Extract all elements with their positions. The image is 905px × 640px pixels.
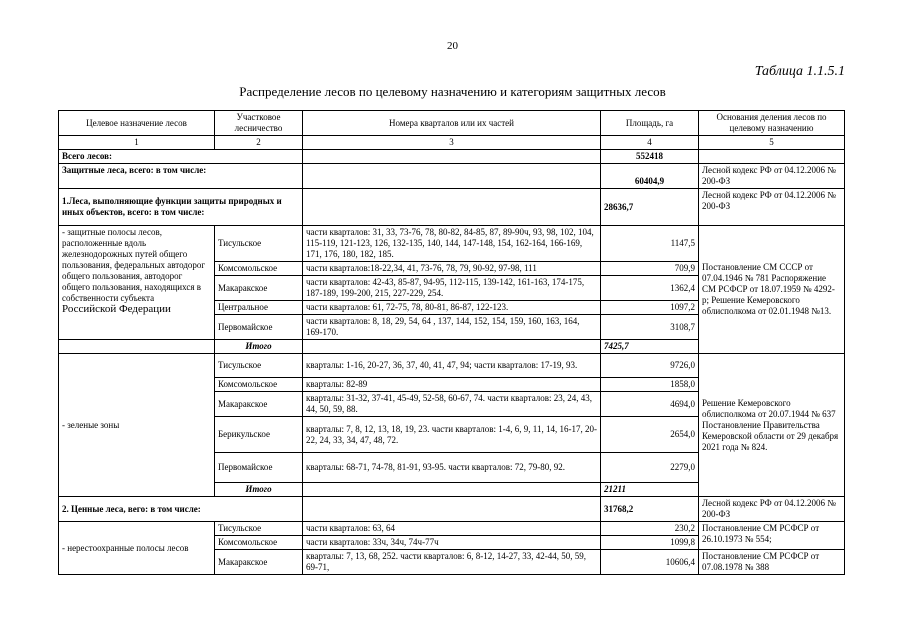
forestry-cell: Макаракское: [215, 550, 303, 575]
subtotal-label: Итого: [215, 340, 303, 354]
empty-cell: [303, 340, 601, 354]
strips-basis: Постановление СМ СССР от 07.04.1946 № 781 Распоряжение СМ РСФСР от 18.07.1959 № 4292-р; Решение Кемеровского облисполкома от 02.01.1948 №13.: [699, 226, 845, 354]
section1-row: [59, 189, 845, 226]
table-id: Таблица 1.1.5.1: [754, 64, 845, 79]
quarters-cell: кварталы: 7, 8, 12, 13, 18, 19, 23. части кварталов: 1-4, 6, 9, 11, 14, 16-17, 20-22, 24, 33, 34, 47, 48, 72.: [303, 417, 601, 453]
header-cell: Номера кварталов или их частей: [303, 111, 601, 136]
protective-basis: Лесной кодекс РФ от 04.12.2006 № 200-ФЗ: [699, 164, 845, 189]
column-number: 5: [699, 136, 845, 150]
forestry-cell: Центральное: [215, 301, 303, 315]
forestry-cell: Тисульское: [215, 522, 303, 536]
empty-cell: [303, 497, 601, 522]
forestry-cell: Макаракское: [215, 392, 303, 417]
subtotal-area: 21211: [601, 483, 699, 497]
forestry-cell: Первомайское: [215, 453, 303, 483]
area-cell: 2654,0: [601, 417, 699, 453]
quarters-cell: части кварталов: 63, 64: [303, 522, 601, 536]
area-cell: 3108,7: [601, 315, 699, 340]
forest-distribution-table: [58, 110, 845, 575]
strips-purpose: [59, 226, 215, 340]
area-cell: 1858,0: [601, 378, 699, 392]
empty-cell: [303, 189, 601, 226]
quarters-cell: части кварталов: 42-43, 85-87, 94-95, 112-115, 139-142, 161-163, 174-175, 187-189, 199-200, 215, 227-229, 254.: [303, 276, 601, 301]
area-cell: 709,9: [601, 262, 699, 276]
quarters-cell: части кварталов: 8, 18, 29, 54, 64 , 137, 144, 152, 154, 159, 160, 163, 164, 169-170.: [303, 315, 601, 340]
section2-area: 31768,2: [601, 497, 699, 522]
section2-basis: Лесной кодекс РФ от 04.12.2006 № 200-ФЗ: [699, 497, 845, 522]
header-cell: Целевое назначение лесов: [59, 111, 215, 136]
forestry-cell: Комсомольское: [215, 378, 303, 392]
forestry-cell: Комсомольское: [215, 262, 303, 276]
forestry-cell: Тисульское: [215, 354, 303, 378]
quarters-cell: кварталы: 7, 13, 68, 252. части кварталов: 6, 8-12, 14-27, 33, 42-44, 50, 59, 69-71,: [303, 550, 601, 575]
table-row: [59, 522, 845, 536]
section1-basis: Лесной кодекс РФ от 04.12.2006 № 200-ФЗ: [699, 189, 845, 226]
empty-cell: [303, 150, 601, 164]
area-cell: 230,2: [601, 522, 699, 536]
protective-label: Защитные леса, всего: в том числе:: [59, 164, 303, 189]
section1-label: 1.Леса, выполняющие функции защиты природных и иных объектов, всего: в том числе:: [59, 189, 303, 226]
total-row: [59, 150, 845, 164]
column-number: 4: [601, 136, 699, 150]
quarters-cell: кварталы: 31-32, 37-41, 45-49, 52-58, 60-67, 74. части кварталов: 23, 24, 43, 44, 50, 59, 88.: [303, 392, 601, 417]
empty-cell: [59, 340, 215, 354]
area-cell: 4694,0: [601, 392, 699, 417]
column-number-row: [59, 136, 845, 150]
section1-area: 28636,7: [601, 189, 699, 226]
area-cell: 1099,8: [601, 536, 699, 550]
forestry-cell: Тисульское: [215, 226, 303, 262]
quarters-cell: части кварталов:18-22,34, 41, 73-76, 78, 79, 90-92, 97-98, 111: [303, 262, 601, 276]
protective-area: 60404,9: [601, 164, 699, 189]
column-number: 3: [303, 136, 601, 150]
empty-cell: [699, 150, 845, 164]
table-title: Распределение лесов по целевому назначению и категориям защитных лесов: [239, 84, 666, 99]
forestry-cell: Первомайское: [215, 315, 303, 340]
column-number: 1: [59, 136, 215, 150]
area-cell: 2279,0: [601, 453, 699, 483]
quarters-cell: кварталы: 82-89: [303, 378, 601, 392]
quarters-cell: части кварталов: 31, 33, 73-76, 78, 80-82, 84-85, 87, 89-90ч, 93, 98, 102, 104, 115-119, 121-123, 126, 132-135, 140, 144, 147-148, 154, 162-164, 166-169, 171, 176, 180, 182, 185.: [303, 226, 601, 262]
header-cell: Площадь, га: [601, 111, 699, 136]
quarters-cell: кварталы: 68-71, 74-78, 81-91, 93-95. части кварталов: 72, 79-80, 92.: [303, 453, 601, 483]
forestry-cell: Макаракское: [215, 276, 303, 301]
strips-purpose-text: - защитные полосы лесов, расположенные вдоль железнодорожных путей общего пользования, федеральных автодорог общего пользования, автодорог общего пользования, находящихся в собственности субъекта: [62, 227, 206, 303]
empty-cell: [303, 483, 601, 497]
table-row: [59, 354, 845, 378]
area-cell: 10606,4: [601, 550, 699, 575]
forestry-cell: Берикульское: [215, 417, 303, 453]
subtotal-area: 7425,7: [601, 340, 699, 354]
strips-purpose-tail: Российской Федерации: [62, 303, 171, 315]
area-cell: 1362,4: [601, 276, 699, 301]
header-cell: Участковое лесничество: [215, 111, 303, 136]
subtotal-label: Итого: [215, 483, 303, 497]
green-basis: Решение Кемеровского облисполкома от 20.07.1944 № 637 Постановление Правительства Кемеровской области от 29 декабря 2021 года № 824.: [699, 354, 845, 497]
header-cell: Основания деления лесов по целевому назначению: [699, 111, 845, 136]
forestry-cell: Комсомольское: [215, 536, 303, 550]
spawn-basis-2: Постановление СМ РСФСР от 07.08.1978 № 388: [699, 550, 845, 575]
area-cell: 1097,2: [601, 301, 699, 315]
spawn-basis-1: Постановление СМ РСФСР от 26.10.1973 № 554;: [699, 522, 845, 550]
quarters-cell: кварталы: 1-16, 20-27, 36, 37, 40, 41, 47, 94; части кварталов: 17-19, 93.: [303, 354, 601, 378]
area-cell: 9726,0: [601, 354, 699, 378]
total-area: 552418: [601, 150, 699, 164]
quarters-cell: части кварталов: 61, 72-75, 78, 80-81, 86-87, 122-123.: [303, 301, 601, 315]
table-row: [59, 226, 845, 262]
page-number: 20: [447, 40, 458, 52]
header-row: [59, 111, 845, 136]
spawn-purpose: - нерестоохранные полосы лесов: [59, 522, 215, 575]
protective-row: [59, 164, 845, 189]
section2-row: [59, 497, 845, 522]
area-cell: 1147,5: [601, 226, 699, 262]
total-label: Всего лесов:: [59, 150, 303, 164]
quarters-cell: части кварталов: 33ч, 34ч, 74ч-77ч: [303, 536, 601, 550]
green-purpose: - зеленые зоны: [59, 354, 215, 497]
empty-cell: [303, 164, 601, 189]
section2-label: 2. Ценные леса, вего: в том числе:: [59, 497, 303, 522]
column-number: 2: [215, 136, 303, 150]
